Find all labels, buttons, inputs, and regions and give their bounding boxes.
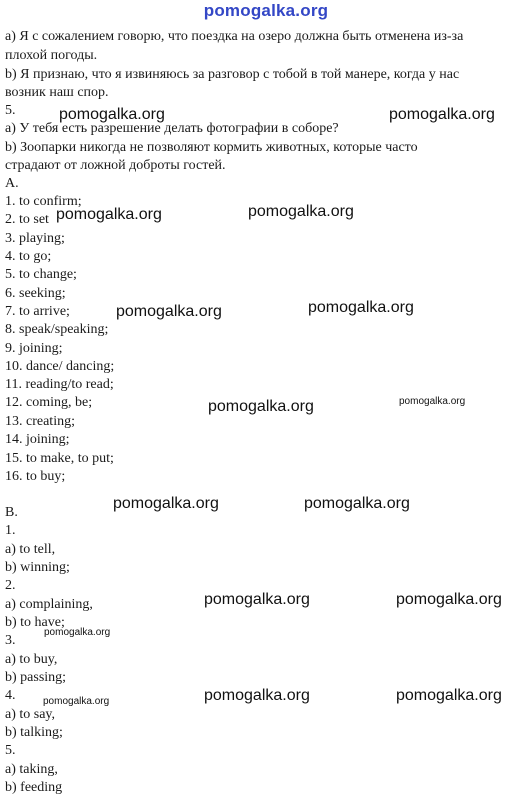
watermark: pomogalka.org [308,299,414,316]
list-item: 12. coming, be; [5,395,93,410]
text-line: a) Я с сожалением говорю, что поездка на озеро должна быть отменена из-за [5,29,464,44]
list-item: 3. [5,633,16,648]
text-line: b) Зоопарки никогда не позволяют кормить животных, которые часто [5,140,418,155]
list-item: a) complaining, [5,597,93,612]
list-item: b) winning; [5,560,70,575]
text-line: 5. [5,103,16,118]
section-heading: A. [5,176,19,191]
list-item: 5. to change; [5,267,77,282]
watermark: pomogalka.org [204,687,310,704]
watermark: pomogalka.org [56,206,162,223]
watermark: pomogalka.org [389,106,495,123]
watermark: pomogalka.org [304,495,410,512]
list-item: 13. creating; [5,414,75,429]
text-line: a) У тебя есть разрешение делать фотографии в соборе? [5,121,339,136]
list-item: 7. to arrive; [5,304,70,319]
list-item: b) feeding [5,780,63,795]
text-line: страдают от ложной доброты гостей. [5,158,226,173]
list-item: 11. reading/to read; [5,377,114,392]
list-item: 2. [5,578,16,593]
watermark: pomogalka.org [113,495,219,512]
list-item: 1. to confirm; [5,194,82,209]
list-item: 4. to go; [5,249,52,264]
watermark: pomogalka.org [44,627,111,638]
list-item: a) taking, [5,762,58,777]
watermark: pomogalka.org [204,591,310,608]
watermark: pomogalka.org [59,106,165,123]
list-item: 4. [5,688,16,703]
list-item: 1. [5,523,16,538]
list-item: 3. playing; [5,231,65,246]
list-item: b) talking; [5,725,63,740]
section-heading: B. [5,505,18,520]
list-item: a) to say, [5,707,56,722]
list-item: b) passing; [5,670,67,685]
watermark: pomogalka.org [399,396,466,407]
list-item: 5. [5,743,16,758]
watermark: pomogalka.org [396,687,502,704]
list-item: a) to buy, [5,652,58,667]
watermark: pomogalka.org [396,591,502,608]
list-item: 2. to set [5,212,49,227]
list-item: 8. speak/speaking; [5,322,109,337]
list-item: 9. joining; [5,341,63,356]
text-line: возник наш спор. [5,85,109,100]
watermark: pomogalka.org [248,203,354,220]
list-item: a) to tell, [5,542,56,557]
text-line: b) Я признаю, что я извиняюсь за разговор с тобой в той манере, когда у нас [5,67,460,82]
watermark: pomogalka.org [43,696,110,707]
watermark: pomogalka.org [116,303,222,320]
watermark: pomogalka.org [208,398,314,415]
list-item: 10. dance/ dancing; [5,359,115,374]
text-line: плохой погоды. [5,48,98,63]
list-item: 14. joining; [5,432,70,447]
list-item: 6. seeking; [5,286,66,301]
header-watermark: pomogalka.org [203,1,329,20]
list-item: b) to have; [5,615,65,630]
list-item: 15. to make, to put; [5,451,114,466]
list-item: 16. to buy; [5,469,66,484]
